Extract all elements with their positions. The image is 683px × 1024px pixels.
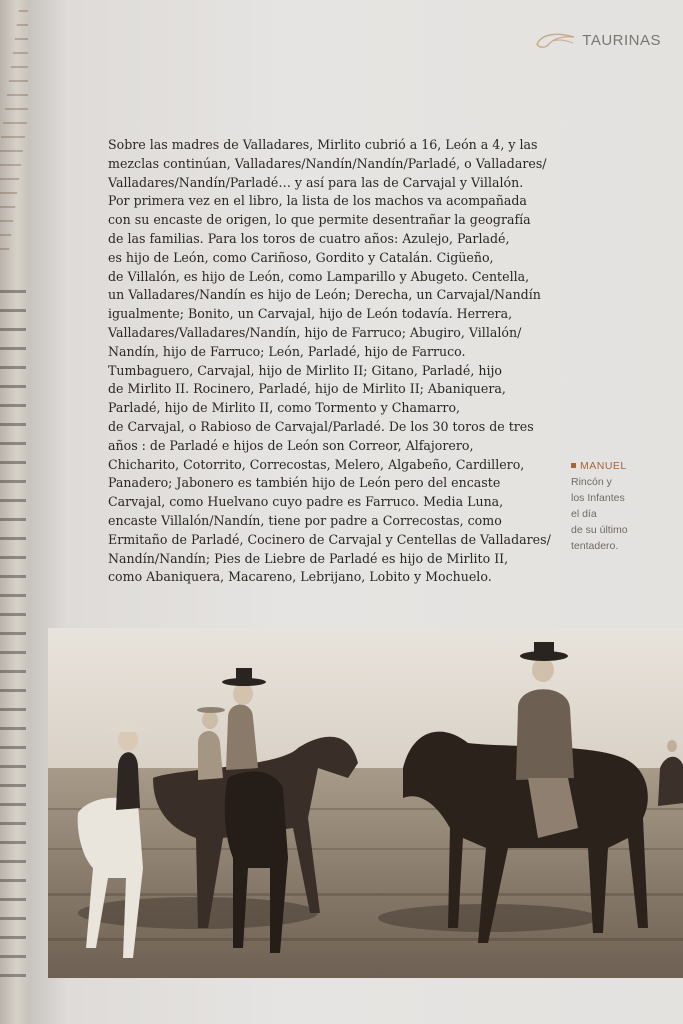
section-logo (534, 28, 661, 52)
article-body: Sobre las madres de Valladares, Mirlito cubrió a 16, León a 4, y las mezclas continúan, Valladares/Nandín/Nandín/Parladé, o Valladares/ Valladares/Nandín/Parladé… y así para las de Carvajal y Villalón. Por primera vez en el libro, la lista de los machos va acompañada con su encaste de origen, lo que permite desentrañar la geografía de las familias. Para los toros de cuatro años: Azulejo, Parladé, es hijo de León, como Cariñoso, Gordito y Catalán. Cigüeño, de Villalón, es hijo de León, como Lamparillo y Abugeto. Centella, un Valladares/Nandín es hijo de León; Derecha, un Carvajal/Nandín igualmente; Bonito, un Carvajal, hijo de León todavía. Herrera, Valladares/Valladares/Nandín, hijo de Farruco; Abugiro, Villalón/ Nandín, hijo de Farruco; León, Parladé, hijo de Farruco. Tumbaguero, Carvajal, hijo de Mirlito II; Gitano, Parladé, hijo de Mirlito II. Rocinero, Parladé, hijo de Mirlito II; Abaniquera, Parladé, hijo de Mirlito II, como Tormento y Chamarro, de Carvajal, o Rabioso de Carvajal/Parladé. De los 30 toros de tres años : de Parladé e hijos de León son Correor, Alfajorero, Chicharito, Cotorrito, Correcostas, Melero, Algabeño, Cardillero, Panadero; Jabonero es también hijo de León pero del encaste Carvajal, como Huelvano cuyo padre es Farruco. Media Luna, encaste Villalón/Nandín, tiene por padre a Correcostas, como Ermitaño de Parladé, Cocinero de Carvajal y Centellas de Valladares/ Nandín/Nandín; Pies de Liebre de Parladé es hijo de Mirlito II, como Abaniquera, Macareno, Lebrijano, Lobito y Mochuelo. (108, 137, 551, 585)
book-page (28, 0, 683, 1024)
facing-page-text (0, 290, 26, 990)
facing-page-edge (0, 0, 28, 1024)
caption-name: MANUEL (580, 460, 627, 472)
riders-illustration (48, 628, 683, 978)
bull-swirl-icon (534, 30, 578, 50)
handwriting-marks (0, 10, 28, 250)
caption-text: Rincón y los Infantes el día de su último tentadero. (571, 476, 628, 552)
riders-photo (48, 628, 683, 978)
photo-caption (571, 458, 681, 554)
caption-bullet-icon (571, 463, 576, 468)
section-title: TAURINAS (582, 31, 661, 49)
